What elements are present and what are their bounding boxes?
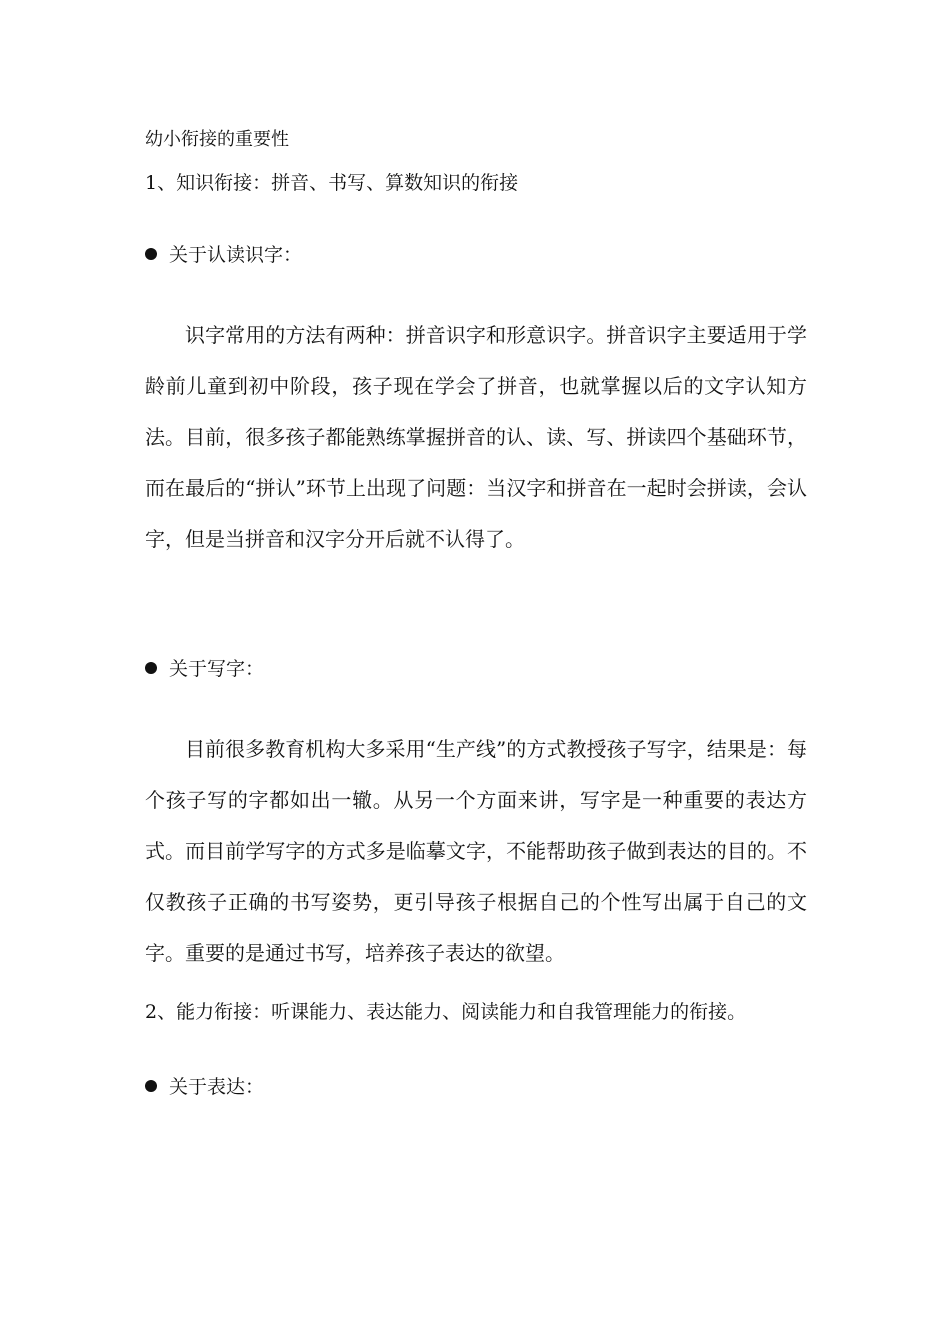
bullet-item-writing [145, 657, 264, 681]
bullet-dot-icon [145, 1080, 157, 1092]
paragraph-writing: 目前很多教育机构大多采用“生产线”的方式教授孩子写字，结果是：每个孩子写的字都如出一辙。从另一个方面来讲，写字是一种重要的表达方式。而目前学写字的方式多是临摹文字，不能帮助孩子做到表达的目的。不仅教孩子正确的书写姿势，更引导孩子根据自己的个性写出属于自己的文字。重要的是通过书写，培养孩子表达的欲望。 [145, 737, 807, 965]
bullet-item-reading [145, 243, 302, 267]
section-heading-ability: 2、能力衔接：听课能力、表达能力、阅读能力和自我管理能力的衔接。 [145, 1001, 747, 1023]
section-heading-knowledge: 1、知识衔接：拼音、书写、算数知识的衔接 [145, 172, 519, 194]
bullet-dot-icon [145, 662, 157, 674]
document-title: 幼小衔接的重要性 [145, 129, 289, 150]
bullet-label-expression: 关于表达： [169, 1076, 265, 1098]
bullet-label-writing: 关于写字： [169, 658, 265, 680]
bullet-label-reading: 关于认读识字： [169, 244, 303, 266]
paragraph-reading: 识字常用的方法有两种：拼音识字和形意识字。拼音识字主要适用于学龄前儿童到初中阶段，孩子现在学会了拼音，也就掌握以后的文字认知方法。目前，很多孩子都能熟练掌握拼音的认、读、写、拼读四个基础环节，而在最后的“拼认”环节上出现了问题：当汉字和拼音在一起时会拼读，会认字，但是当拼音和汉字分开后就不认得了。 [145, 323, 807, 551]
bullet-item-expression [145, 1075, 264, 1099]
bullet-dot-icon [145, 248, 157, 260]
